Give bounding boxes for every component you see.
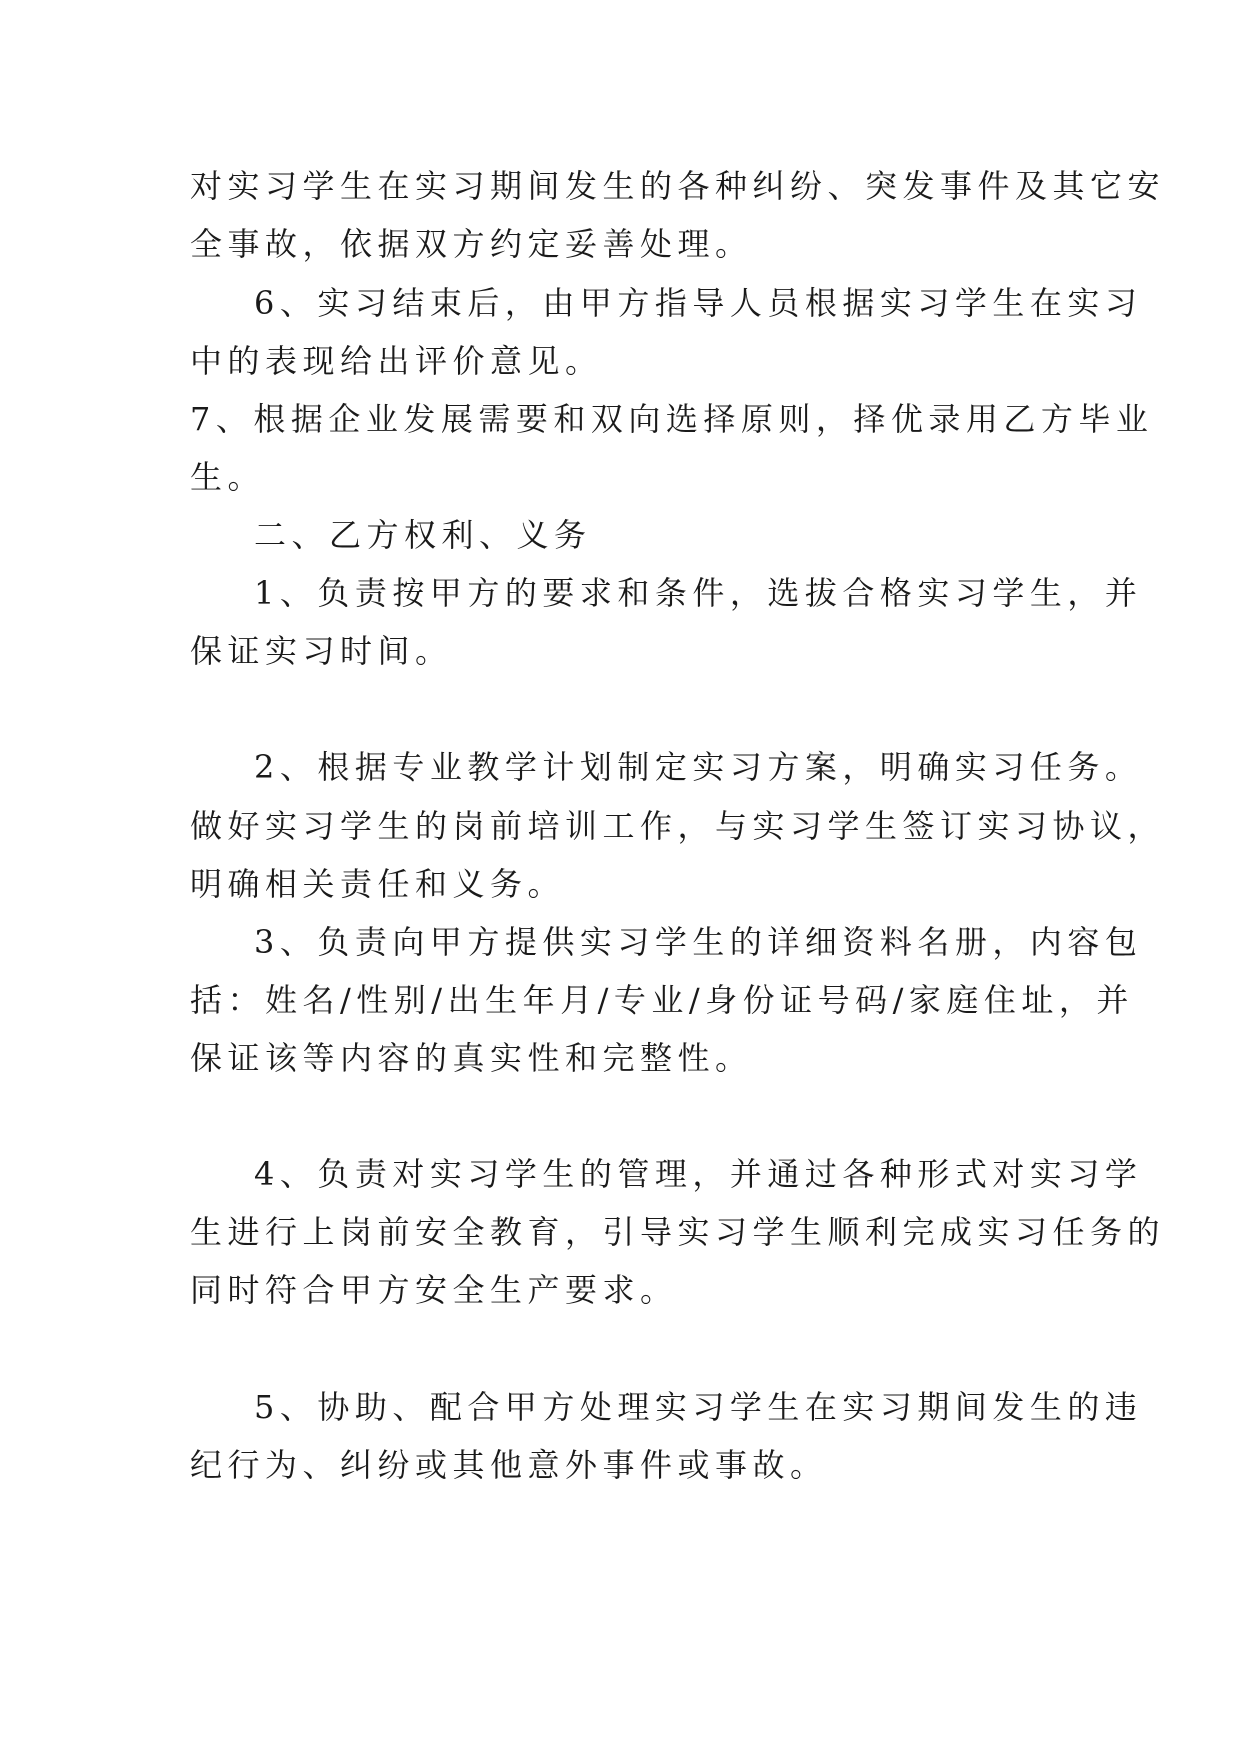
- section-heading: 二、乙方权利、义务: [254, 516, 592, 554]
- text-line: 生。: [190, 458, 266, 496]
- text-line: 生进行上岗前安全教育，引导实习学生顺利完成实习任务的: [190, 1213, 1166, 1251]
- paragraph-1-start: 1、负责按甲方的要求和条件，选拔合格实习学生，并: [254, 574, 1143, 612]
- paragraph-5-start: 5、协助、配合甲方处理实习学生在实习期间发生的违: [254, 1388, 1143, 1426]
- paragraph-7-start: 7、根据企业发展需要和双向选择原则，择优录用乙方毕业: [190, 400, 1154, 438]
- text-line: 括：姓名/性别/出生年月/专业/身份证号码/家庭住址，并: [190, 981, 1134, 1019]
- text-line: 保证实习时间。: [190, 632, 453, 670]
- text-line: 同时符合甲方安全生产要求。: [190, 1271, 678, 1309]
- text-line: 纪行为、纠纷或其他意外事件或事故。: [190, 1446, 828, 1484]
- text-line: 明确相关责任和义务。: [190, 865, 566, 903]
- text-line: 全事故，依据双方约定妥善处理。: [190, 225, 753, 263]
- text-line: 对实习学生在实习期间发生的各种纠纷、突发事件及其它安: [190, 167, 1166, 205]
- paragraph-2-start: 2、根据专业教学计划制定实习方案，明确实习任务。: [254, 748, 1143, 786]
- paragraph-4-start: 4、负责对实习学生的管理，并通过各种形式对实习学: [254, 1155, 1143, 1193]
- text-line: 做好实习学生的岗前培训工作，与实习学生签订实习协议，: [190, 807, 1166, 845]
- text-line: 保证该等内容的真实性和完整性。: [190, 1039, 753, 1077]
- paragraph-6-start: 6、实习结束后，由甲方指导人员根据实习学生在实习: [254, 284, 1143, 322]
- paragraph-3-start: 3、负责向甲方提供实习学生的详细资料名册，内容包: [254, 923, 1143, 961]
- text-line: 中的表现给出评价意见。: [190, 342, 603, 380]
